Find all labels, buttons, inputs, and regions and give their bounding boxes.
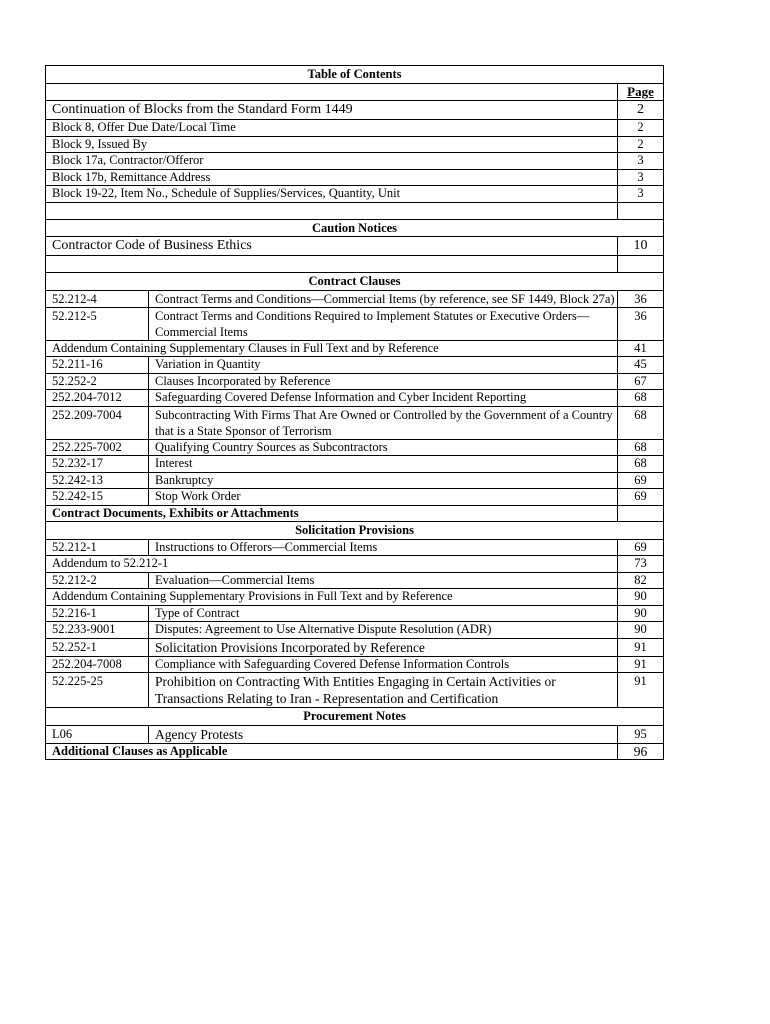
clause-number: 252.209-7004 xyxy=(46,406,149,439)
block-row xyxy=(46,136,664,153)
page-number: 68 xyxy=(618,390,664,407)
page-number: 90 xyxy=(618,605,664,622)
clause-number: 52.242-13 xyxy=(46,472,149,489)
clause-title: Bankruptcy xyxy=(149,472,618,489)
clause-row xyxy=(46,406,664,439)
page-number: 2 xyxy=(618,136,664,153)
page-number: 69 xyxy=(618,539,664,556)
provision-title: Disputes: Agreement to Use Alternative Dispute Resolution (ADR) xyxy=(149,622,618,639)
clause-row xyxy=(46,456,664,473)
clause-number: 52.211-16 xyxy=(46,357,149,374)
blank-cell xyxy=(46,83,618,101)
page-number: 82 xyxy=(618,572,664,589)
clause-number: 52.212-5 xyxy=(46,307,149,340)
clause-title: Qualifying Country Sources as Subcontractors xyxy=(149,439,618,456)
addendum-label: Addendum to 52.212-1 xyxy=(46,556,618,573)
contract-clauses-heading: Contract Clauses xyxy=(46,273,664,291)
block-label: Block 8, Offer Due Date/Local Time xyxy=(46,120,618,137)
caution-label: Contractor Code of Business Ethics xyxy=(46,237,618,256)
clause-number: 52.232-17 xyxy=(46,456,149,473)
clause-row xyxy=(46,472,664,489)
clause-row xyxy=(46,489,664,506)
clause-number: 252.204-7012 xyxy=(46,390,149,407)
block-label: Block 17b, Remittance Address xyxy=(46,169,618,186)
provision-row xyxy=(46,622,664,639)
caution-notices-heading: Caution Notices xyxy=(46,219,664,237)
page-number: 68 xyxy=(618,456,664,473)
clause-row xyxy=(46,357,664,374)
documents-heading: Contract Documents, Exhibits or Attachments xyxy=(46,505,618,522)
page-number: 68 xyxy=(618,439,664,456)
page-number: 68 xyxy=(618,406,664,439)
provision-number: 52.216-1 xyxy=(46,605,149,622)
provision-number: 52.233-9001 xyxy=(46,622,149,639)
block-label: Block 9, Issued By xyxy=(46,136,618,153)
provision-row xyxy=(46,673,664,708)
clause-number: 52.252-2 xyxy=(46,373,149,390)
page-number: 73 xyxy=(618,556,664,573)
page-number: 91 xyxy=(618,638,664,656)
clause-row xyxy=(46,290,664,307)
page-number: 2 xyxy=(618,120,664,137)
addendum-label: Addendum Containing Supplementary Clauses in Full Text and by Reference xyxy=(46,340,618,357)
page-column-header: Page xyxy=(627,83,654,99)
clause-title: Safeguarding Covered Defense Information and Cyber Incident Reporting xyxy=(149,390,618,407)
clause-title: Contract Terms and Conditions—Commercial Items (by reference, see SF 1449, Block 27a) xyxy=(149,290,618,307)
page-number: 3 xyxy=(618,153,664,170)
provision-title: Prohibition on Contracting With Entities Engaging in Certain Activities or Transactions Relating to Iran - Representation and Certification xyxy=(149,673,618,708)
clause-title: Subcontracting With Firms That Are Owned or Controlled by the Government of a Country that is a State Sponsor of Terrorism xyxy=(149,406,618,439)
spacer-row xyxy=(46,202,664,219)
clause-title: Stop Work Order xyxy=(149,489,618,506)
procurement-number: L06 xyxy=(46,725,149,743)
clause-row xyxy=(46,307,664,340)
block-label: Continuation of Blocks from the Standard Form 1449 xyxy=(46,101,618,120)
provision-number: 252.204-7008 xyxy=(46,656,149,673)
clause-title: Variation in Quantity xyxy=(149,357,618,374)
spacer-row xyxy=(46,256,664,273)
page-number: 90 xyxy=(618,589,664,606)
provision-row xyxy=(46,638,664,656)
page-number: 67 xyxy=(618,373,664,390)
addendum-row xyxy=(46,340,664,357)
provision-title: Solicitation Provisions Incorporated by Reference xyxy=(149,638,618,656)
clause-row xyxy=(46,373,664,390)
additional-clauses-label: Additional Clauses as Applicable xyxy=(46,743,618,760)
page-number: 96 xyxy=(618,743,664,760)
block-label: Block 19-22, Item No., Schedule of Supplies/Services, Quantity, Unit xyxy=(46,186,618,203)
addendum-label: Addendum Containing Supplementary Provisions in Full Text and by Reference xyxy=(46,589,618,606)
block-row xyxy=(46,169,664,186)
page-number: 91 xyxy=(618,673,664,708)
clause-number: 52.212-4 xyxy=(46,290,149,307)
page-number: 90 xyxy=(618,622,664,639)
clause-row xyxy=(46,390,664,407)
page-number: 3 xyxy=(618,169,664,186)
block-row xyxy=(46,186,664,203)
provision-row xyxy=(46,656,664,673)
block-row xyxy=(46,153,664,170)
procurement-row xyxy=(46,725,664,743)
page-number: 41 xyxy=(618,340,664,357)
page-number: 91 xyxy=(618,656,664,673)
additional-row xyxy=(46,743,664,760)
clause-title: Contract Terms and Conditions Required to Implement Statutes or Executive Orders—Commercial Items xyxy=(149,307,618,340)
provision-number: 52.212-1 xyxy=(46,539,149,556)
clause-row xyxy=(46,439,664,456)
provision-title: Type of Contract xyxy=(149,605,618,622)
clause-title: Interest xyxy=(149,456,618,473)
procurement-notes-heading: Procurement Notes xyxy=(46,708,664,726)
provision-title: Evaluation—Commercial Items xyxy=(149,572,618,589)
page-number: 10 xyxy=(618,237,664,256)
page-number: 45 xyxy=(618,357,664,374)
page-number: 69 xyxy=(618,472,664,489)
provision-title: Compliance with Safeguarding Covered Defense Information Controls xyxy=(149,656,618,673)
provision-number: 52.252-1 xyxy=(46,638,149,656)
page-number: 69 xyxy=(618,489,664,506)
block-row xyxy=(46,120,664,137)
page-number: 36 xyxy=(618,307,664,340)
provision-number: 52.225-25 xyxy=(46,673,149,708)
addendum-row xyxy=(46,589,664,606)
provision-row xyxy=(46,572,664,589)
solicitation-provisions-heading: Solicitation Provisions xyxy=(46,522,664,540)
table-of-contents xyxy=(45,65,664,760)
procurement-title: Agency Protests xyxy=(149,725,618,743)
provision-row xyxy=(46,539,664,556)
provision-row xyxy=(46,605,664,622)
block-row xyxy=(46,101,664,120)
block-label: Block 17a, Contractor/Offeror xyxy=(46,153,618,170)
provision-title: Instructions to Offerors—Commercial Items xyxy=(149,539,618,556)
page-number: 2 xyxy=(618,101,664,120)
clause-number: 52.242-15 xyxy=(46,489,149,506)
clause-title: Clauses Incorporated by Reference xyxy=(149,373,618,390)
page-number: 36 xyxy=(618,290,664,307)
page-number: 95 xyxy=(618,725,664,743)
page-number: 3 xyxy=(618,186,664,203)
addendum-row xyxy=(46,556,664,573)
toc-title: Table of Contents xyxy=(46,66,664,84)
caution-row xyxy=(46,237,664,256)
provision-number: 52.212-2 xyxy=(46,572,149,589)
clause-number: 252.225-7002 xyxy=(46,439,149,456)
